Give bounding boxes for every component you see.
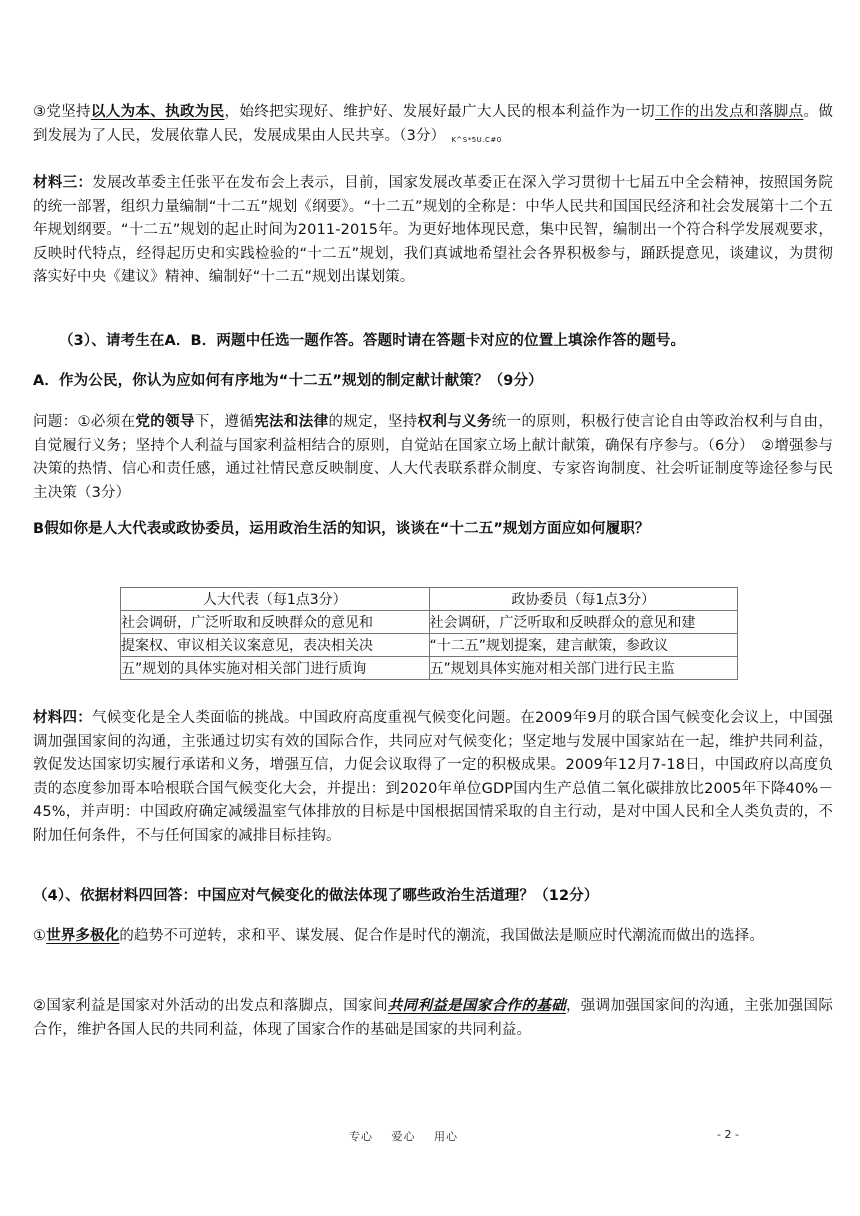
table-cell: 五”规划的具体实施对相关部门进行质询: [121, 657, 430, 680]
material-text: 气候变化是全人类面临的挑战。中国政府高度重视气候变化问题。在2009年9月的联合国气候变化会议上，中国强调加强国家间的沟通，主张通过切实有效的国际合作，共同应对气候变化；坚定地与发展中国家站在一起，维护共同利益，敦促发达国家切实履行承诺和义务，增强互信，力促会议取得了一定的积极成果。2009年12月7-18日，中国政府以高度负责的态度参加哥本哈根联合国气候变化大会，并提出：到2020年单位GDP国内生产总值二氧化碳排放比2005年下降40%－45%，并声明：中国政府确定减缓温室气体排放的目标是中国根据国情采取的自主行动，是对中国人民和全人类负责的，不附加任何条件，不与任何国家的减排目标挂钩。: [33, 710, 833, 844]
answer-point-3: [33, 101, 833, 152]
text-span: 下，遵循: [194, 414, 255, 430]
question-4-title: （4）、依据材料四回答：中国应对气候变化的做法体现了哪些政治生活道理？（12分）: [33, 888, 599, 904]
key-phrase: 宪法和法律: [254, 414, 329, 430]
key-phrase: 权利与义务: [417, 414, 492, 430]
key-phrase: 党的领导: [135, 414, 195, 430]
text-span: 的趋势不可逆转，求和平、谋发展、促合作是时代的潮流，我国做法是顺应时代潮流而做出的选择。: [119, 928, 765, 944]
table-cell: 社会调研，广泛听取和反映群众的意见和建: [429, 611, 738, 634]
key-phrase: 以人为本、执政为民: [90, 104, 225, 120]
table-row: [121, 657, 738, 680]
material-label: 材料三：: [33, 175, 93, 191]
text-span: 的规定，坚持: [328, 414, 418, 430]
text-span: ，强调加强国家间的沟通，主张加强国际合作，维护各国人民的共同利益，体现了国家合作的基础是国家的共同利益。: [33, 998, 833, 1038]
material-4: [33, 707, 833, 848]
table-cell: 五”规划具体实施对相关部门进行民主监: [429, 657, 738, 680]
question-3a-title: A．作为公民，你认为应如何有序地为“十二五”规划的制定献计献策？（9分）: [33, 373, 543, 389]
table-header-cell: 政协委员（每1点3分）: [429, 588, 738, 611]
text-span: ②国家利益是国家对外活动的出发点和落脚点，国家间: [33, 998, 388, 1014]
text-span: 问题：①必须在: [33, 414, 136, 430]
question-3a-answer: [33, 411, 833, 505]
table-header-row: [121, 588, 738, 611]
page-number: - 2 -: [717, 1128, 739, 1141]
table-row: [121, 611, 738, 634]
question-4-answer-1: [33, 925, 833, 949]
material-3: [33, 172, 833, 290]
footer-motto: 专心 爱心 用心: [349, 1130, 458, 1143]
material-text: 发展改革委主任张平在发布会上表示，目前，国家发展改革委正在深入学习贯彻十七届五中全会精神，按照国务院的统一部署，组织力量编制“十二五”规划《纲要》。“十二五”规划的全称是：中华人民共和国国民经济和社会发展第十二个五年规划纲要。“十二五”规划的起止时间为2011-2015年。为更好地体现民意，集中民智，编制出一个符合科学发展观要求，反映时代特点，经得起历史和实践检验的“十二五”规划，我们真诚地希望社会各界积极参与，踊跃提意见，谈建议，为贯彻落实好中央《建议》精神、编制好“十二五”规划出谋划策。: [33, 175, 833, 285]
text-span: ①: [33, 928, 47, 944]
question-3b-title: B假如你是人大代表或政协委员，运用政治生活的知识，谈谈在“十二五”规划方面应如何履职？: [33, 521, 650, 537]
table-cell: 提案权、审议相关议案意见，表决相关决: [121, 634, 430, 657]
key-phrase: 世界多极化: [46, 928, 120, 944]
key-phrase: 共同利益是国家合作的基础: [387, 998, 566, 1014]
duty-table: [120, 587, 738, 680]
text-span: ③党坚持: [33, 104, 91, 120]
watermark-text: K^S*5U.C#0: [451, 135, 502, 144]
question-4-answer-2: [33, 995, 833, 1042]
text-span: 统一的原则，积极行使言论自由等政治权利与自由，自觉履行义务；坚持个人利益与国家利益相结合的原则，自觉站在国家立场上献计献策，确保有序参与。（6分） ②增强参与决策的热情、信心和责任感，通过社情民意反映制度、人大代表联系群众制度、专家咨询制度、社会听证制度等途径参与民主决策（3分）: [33, 414, 833, 501]
text-span: 。做到发展为了人民，发展依靠人民，发展成果由人民共享。（3分）: [33, 104, 833, 144]
table-cell: “十二五”规划提案，建言献策，参政议: [429, 634, 738, 657]
table-row: [121, 634, 738, 657]
text-span: ，始终把实现好、维护好、发展好最广大人民的根本利益作为一切: [224, 104, 656, 120]
table-cell: 社会调研，广泛听取和反映群众的意见和: [121, 611, 430, 634]
question-3-instruction: （3）、请考生在A．B．两题中任选一题作答。答题时请在答题卡对应的位置上填涂作答的题号。: [59, 333, 686, 349]
table-header-cell: 人大代表（每1点3分）: [121, 588, 430, 611]
material-label: 材料四：: [33, 710, 93, 726]
key-phrase: 工作的出发点和落脚点: [655, 104, 804, 120]
